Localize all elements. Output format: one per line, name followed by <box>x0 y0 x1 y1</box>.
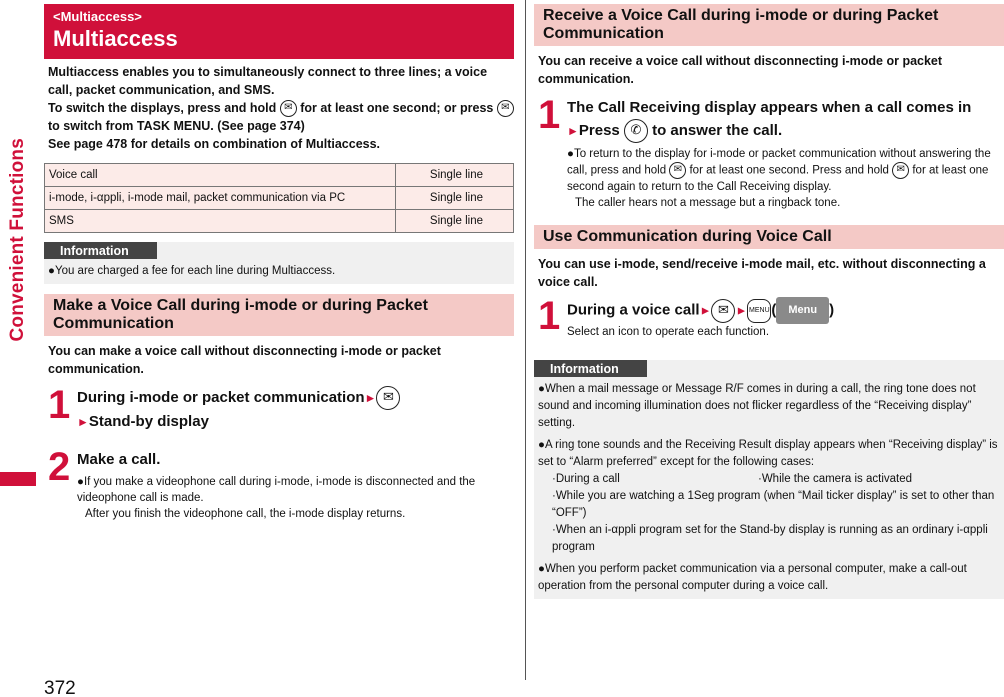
info-item: ●A ring tone sounds and the Receiving Result display appears when “Receiving display” is set to “Alarm preferred” except for the following cases: <box>538 439 998 469</box>
information-tag: Information <box>44 242 157 259</box>
step-note: Select an icon to operate each function. <box>567 326 770 339</box>
menu-softkey: Menu <box>776 297 829 324</box>
step-note: ●To return to the display for i-mode or packet communication without answering the call, press and hold ✉ for at least one second. Press and hold ✉ for at least one second again to return to the Call Receiving display. The caller hears not a message but a ringback tone. <box>567 148 991 210</box>
table-cell-item: SMS <box>45 210 396 233</box>
chapter-label: Convenient Functions <box>7 138 28 342</box>
bullet-icon: ● <box>538 383 545 396</box>
sidebar <box>0 0 36 697</box>
mail-key-icon: ✉ <box>376 386 400 410</box>
page-title <box>44 4 514 59</box>
mail-key-icon: ✉ <box>892 162 909 179</box>
left-column <box>44 4 514 522</box>
information-tag: Information <box>534 360 647 377</box>
info-subitem: ·While the camera is activated <box>758 473 913 486</box>
column-divider <box>525 0 526 680</box>
mail-key-icon: ✉ <box>669 162 686 179</box>
step-1 <box>534 93 1004 211</box>
mail-key-icon: ✉ <box>711 299 735 323</box>
arrow-icon: ► <box>699 303 712 318</box>
intro-line2: To switch the displays, press and hold ✉ for at least one second; or press ✉ to switch from TASK MENU. (See page 374) <box>48 99 514 135</box>
step-number: 2 <box>48 445 71 490</box>
info-subitem: ·When an i-αppli program set for the Stand-by display is running as an ordinary i-αppli program <box>552 524 988 554</box>
arrow-icon: ► <box>364 391 377 406</box>
arrow-icon: ► <box>567 124 579 138</box>
step-2 <box>44 445 514 522</box>
info-item: ●When a mail message or Message R/F comes in during a call, the ring tone does not sound and incoming illumination does not flicker regardless of the “Receiving display” setting. <box>538 383 976 430</box>
arrow-icon: ► <box>735 303 748 318</box>
table-cell-item: i-mode, i-αppli, i-mode mail, packet communication via PC <box>45 187 396 210</box>
info-subitem: ·While you are watching a 1Seg program (when “Mail ticker display” is set to other than “OFF”) <box>552 490 995 520</box>
arrow-icon: ► <box>77 415 89 430</box>
section-heading-use-communication: Use Communication during Voice Call <box>534 225 1004 249</box>
table-row <box>45 187 514 210</box>
step-text: The Call Receiving display appears when a call comes in ►Press ✆ to answer the call. <box>567 96 1004 143</box>
section-intro: You can receive a voice call without disconnecting i-mode or packet communication. <box>538 54 943 86</box>
section-heading-receive-call: Receive a Voice Call during i-mode or during Packet Communication <box>534 4 1004 46</box>
call-key-icon: ✆ <box>624 119 648 143</box>
info-item: ●When you perform packet communication via a personal computer, make a call-out operation from the personal computer during a voice call. <box>538 563 967 593</box>
menu-key-icon: MENU <box>747 299 771 323</box>
bullet-icon: ● <box>538 439 545 452</box>
info-item: ●You are charged a fee for each line during Multiaccess. <box>48 265 336 278</box>
bullet-icon: ● <box>567 148 574 161</box>
step-1 <box>44 383 514 434</box>
title-subtitle: <Multiaccess> <box>53 9 142 24</box>
step-1 <box>534 294 1004 340</box>
step-number: 1 <box>538 294 561 339</box>
section-heading-make-call: Make a Voice Call during i-mode or during Packet Communication <box>44 294 514 336</box>
table-cell-lines: Single line <box>396 187 514 210</box>
mail-key-icon: ✉ <box>497 100 514 117</box>
mail-key-icon: ✉ <box>280 100 297 117</box>
table-row <box>45 164 514 187</box>
multiaccess-intro <box>44 63 514 153</box>
step-number: 1 <box>48 383 71 428</box>
step-note: ●If you make a videophone call during i-mode, i-mode is disconnected and the videophone call is made. After you finish the videophone call, the i-mode display returns. <box>77 476 476 521</box>
title-main: Multiaccess <box>53 26 178 51</box>
intro-line1: Multiaccess enables you to simultaneously connect to three lines; a voice call, packet communication, and SMS. <box>48 65 488 97</box>
chapter-tab <box>0 472 36 486</box>
section-intro: You can make a voice call without disconnecting i-mode or packet communication. <box>48 344 441 377</box>
table-row <box>45 210 514 233</box>
intro-line3: See page 478 for details on combination of Multiaccess. <box>48 137 381 152</box>
info-subitem-row <box>534 471 1004 488</box>
table-cell-lines: Single line <box>396 210 514 233</box>
step-text: Make a call. <box>77 451 161 469</box>
right-column <box>534 4 1004 599</box>
bullet-icon: ● <box>77 476 84 489</box>
page-number: 372 <box>44 678 76 697</box>
step-text: During a voice call► ✉ ► MENU ( Menu ) <box>567 297 1004 324</box>
multiaccess-table <box>44 163 514 233</box>
information-box <box>534 360 1004 599</box>
step-number: 1 <box>538 93 561 137</box>
bullet-icon: ● <box>48 265 55 278</box>
information-box <box>44 242 514 284</box>
section-intro: You can use i-mode, send/receive i-mode mail, etc. without disconnecting a voice call. <box>538 257 986 290</box>
step-text: During i-mode or packet communication► ✉ ►Stand-by display <box>77 386 514 434</box>
table-cell-item: Voice call <box>45 164 396 187</box>
table-cell-lines: Single line <box>396 164 514 187</box>
bullet-icon: ● <box>538 563 545 576</box>
info-subitem: ·During a call <box>552 473 620 486</box>
